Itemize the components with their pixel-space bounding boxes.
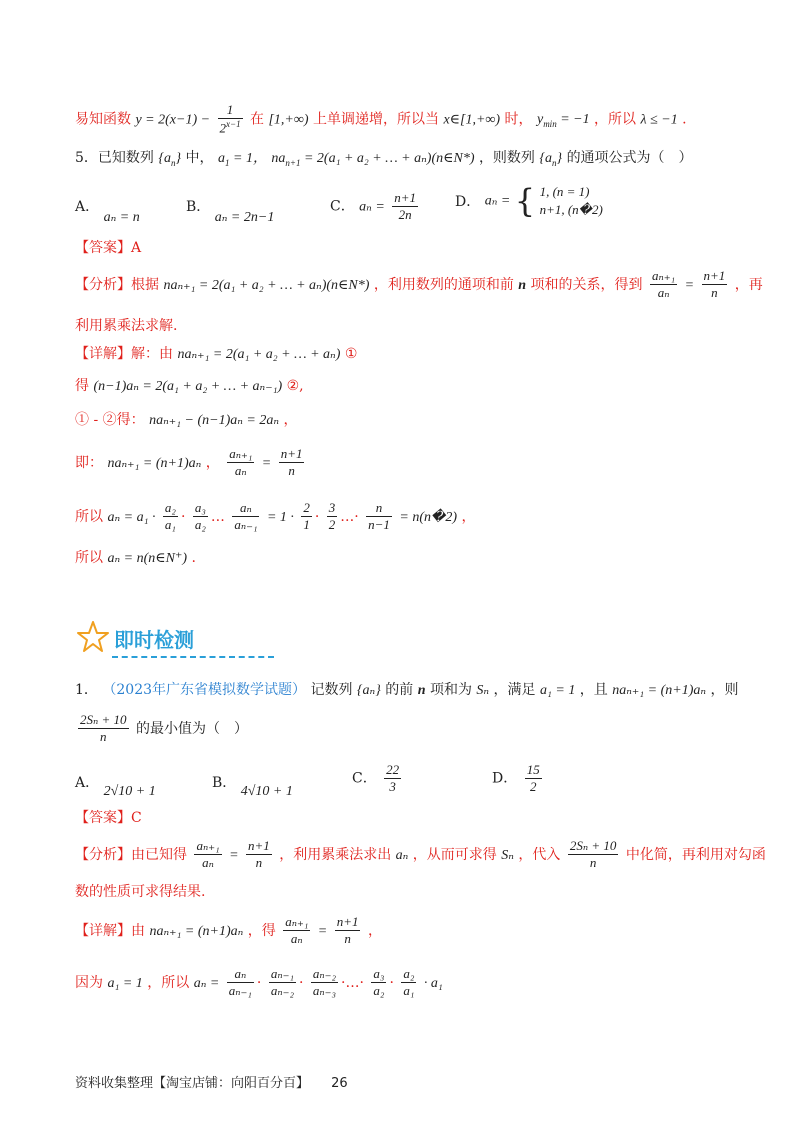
- q5-stem-b: 中，: [185, 150, 214, 166]
- top-mid4: ，所以: [594, 111, 637, 128]
- top-mid2: 上单调递增，所以当: [312, 111, 439, 128]
- q5-stem-a: 5．已知数列: [75, 150, 154, 166]
- star-icon: [76, 620, 110, 654]
- top-lambda: λ ≤ −1: [640, 112, 678, 128]
- footer-text: 资料收集整理【淘宝店铺：向阳百分百】: [75, 1076, 310, 1091]
- section-title: 即时检测: [114, 628, 194, 652]
- q1-detail-1: 【详解】由 naₙ₊₁ = (n+1)aₙ ，得 $\frac{\text{aₙ₊₁}}{\text{aₙ}}$ = $\frac{n+1}{n}$ ，: [75, 914, 382, 947]
- q5-stem-c: ，则数列: [478, 150, 535, 166]
- q1-option-c: C． $\frac{22}{3}$: [352, 762, 400, 794]
- q1-source: （2023年广东省模拟数学试题）: [102, 682, 307, 698]
- q1-option-d: D． $\frac{15}{2}$: [492, 762, 540, 794]
- page-number: 26: [331, 1076, 348, 1091]
- q1-option-a: A． 2√10 + 1: [75, 775, 156, 799]
- q1-stem: 1． （2023年广东省模拟数学试题） 记数列 {aₙ} 的前 n 项和为 Sₙ ，满足 a₁ = 1 ，且 naₙ₊₁ = (n+1)aₙ ，则: [75, 682, 739, 698]
- top-mid1: 在: [250, 111, 265, 128]
- q5-rel: $na_{n+1} = 2(a_1 + a_2$ + … + aₙ)(n∈N*): [271, 151, 475, 168]
- top-func: y = 2(x−1) −: [135, 112, 211, 128]
- q1-answer: 【答案】C: [75, 810, 142, 826]
- q5-detail-3: ① - ②得： naₙ₊₁ − (n−1)aₙ = 2aₙ ，: [75, 412, 298, 428]
- q5-stem: [75, 150, 740, 169]
- top-line: [75, 102, 740, 137]
- q5-a1: $a_1 = 1$，: [218, 151, 267, 168]
- q5-seq: $\{a_n\}$: [158, 151, 182, 168]
- q5-option-a: A． aₙ = n: [75, 199, 140, 225]
- q5-detail-5: 所以 aₙ = a₁ · $\frac{\text{a₂}}{\text{a₁}}$ · $\frac{\text{a₃}}{\text{a₂}}$ … $\frac{\text{aₙ}}{\text{aₙ₋₁}}$ = 1 · $\frac{2}{1}$ · $\frac{3}{2}$ …· $\frac{n}{n-1}$ = n(n�2) ，: [75, 500, 476, 533]
- q5-option-d: D． aₙ = { 1, (n = 1) n+1, (n�2): [455, 182, 603, 221]
- top-lead: 易知函数: [75, 111, 131, 128]
- q1-detail-2: 因为 a₁ = 1 ，所以 aₙ = $\frac{\text{aₙ}}{\text{aₙ₋₁}}$ · $\frac{\text{aₙ₋₁}}{\text{aₙ₋₂}}$ · $\frac{\text{aₙ₋₂}}{\text{aₙ₋₃}}$ ·…· $\frac{\text{a₃}}{\text{a₂}}$ · $\frac{\text{a₂}}{\text{a₁}}$ · a₁: [75, 966, 443, 999]
- q1-option-b: B． 4√10 + 1: [212, 775, 293, 799]
- q5-detail-2: 得 (n−1)aₙ = 2(a₁ + a₂ + … + aₙ₋₁) ②,: [75, 378, 304, 394]
- top-cond: x∈[1,+∞): [443, 112, 501, 128]
- q5-option-b: B． aₙ = 2n−1: [186, 199, 275, 225]
- q5-detail-1: 【详解】解：由 naₙ₊₁ = 2(a₁ + a₂ + … + aₙ) ①: [75, 346, 358, 362]
- q1-analysis-line2: 数的性质可求得结果.: [75, 884, 206, 900]
- top-end: .: [682, 111, 687, 128]
- q1-stem-line2: $\frac{\text{2Sₙ + 10}}{n}$ 的最小值为（ ）: [80, 712, 248, 745]
- q5-option-c: C． aₙ = $\frac{n+1}{2n}$: [330, 190, 417, 222]
- q5-detail-4: 即： naₙ₊₁ = (n+1)aₙ ， $\frac{\text{aₙ₊₁}}{\text{aₙ}}$ = $\frac{n+1}{n}$: [75, 446, 303, 479]
- q5-analysis-line2: 利用累乘法求解.: [75, 318, 178, 334]
- top-interval1: [1,+∞): [268, 112, 309, 128]
- top-mid3: 时，: [504, 111, 533, 128]
- q5-seq-2: $\{a_n\}$: [539, 151, 563, 168]
- q5-answer: 【答案】A: [75, 240, 142, 256]
- q5-stem-d: 的通项公式为（ ）: [566, 150, 693, 166]
- q1-analysis: 【分析】由已知得 $\frac{\text{aₙ₊₁}}{\text{aₙ}}$ = $\frac{n+1}{n}$ ，利用累乘法求出 aₙ ，从而可求得 Sₙ ，代入 $\frac{\text{2Sₙ + 10}}{n}$ 中化简，再利用对勾函: [75, 838, 766, 871]
- q5-detail-6: 所以 aₙ = n(n∈N⁺) .: [75, 550, 196, 566]
- top-ymin: $y_{min} = -1$: [536, 112, 590, 130]
- section-underline: [112, 656, 274, 658]
- q5-analysis: 【分析】根据 naₙ₊₁ = 2(a₁ + a₂ + … + aₙ)(n∈N*) ，利用数列的通项和前 n 项和的关系，得到 $\frac{\text{aₙ₊₁}}{\text{aₙ}}$ = $\frac{n+1}{n}$ ，再: [75, 268, 763, 301]
- top-func-frac: $\frac{1}{2^{x-1}}$: [219, 102, 241, 136]
- page-footer: [75, 1072, 348, 1091]
